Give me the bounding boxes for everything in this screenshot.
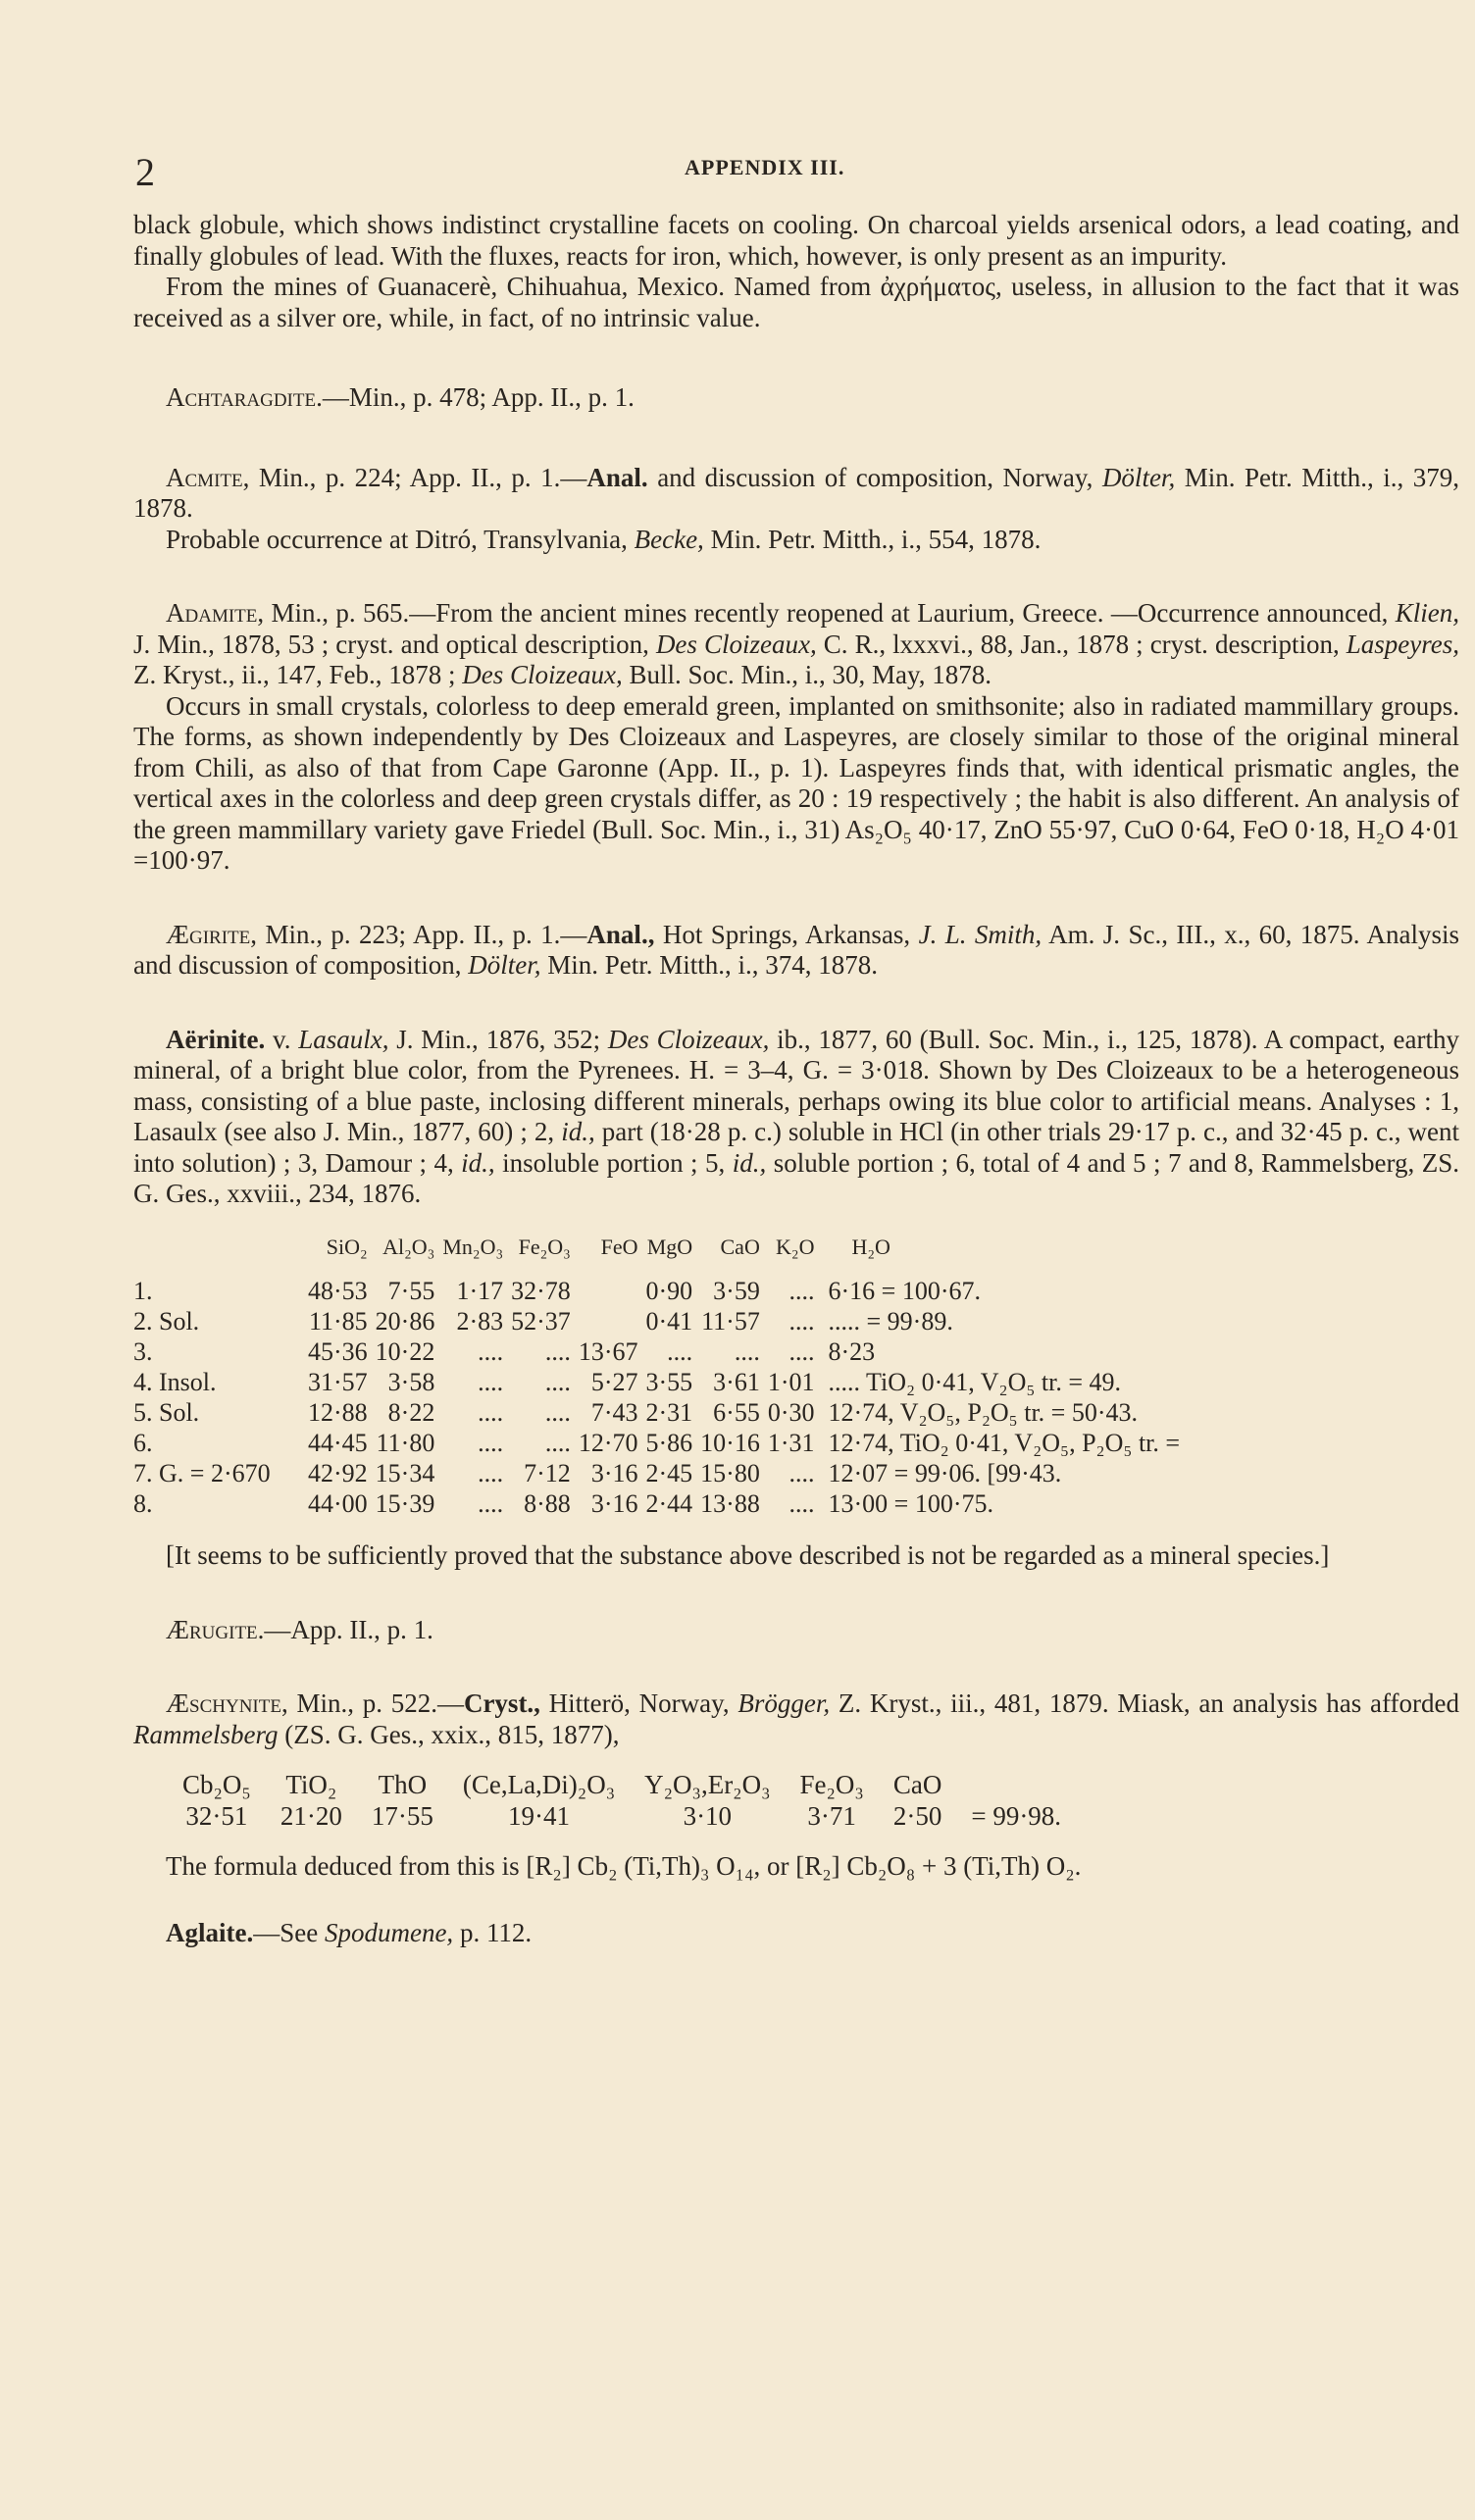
table-cell: 13·67 <box>578 1337 638 1366</box>
row-label: 3. <box>133 1337 153 1366</box>
table-cell: 6·55 <box>713 1398 760 1427</box>
table-header-row <box>182 1770 1091 1801</box>
table-cell: 0·41 <box>645 1307 693 1336</box>
column-header: (Ce,La,Di)₂O₃ <box>462 1770 616 1799</box>
table-cell: 7·55 <box>387 1277 435 1305</box>
column-header: Fe₂O₃ <box>518 1234 571 1259</box>
column-header: Y₂O₃,Er₂O₃ <box>644 1770 771 1799</box>
table-cell: .... <box>544 1337 571 1366</box>
row-label: 4. Insol. <box>133 1368 217 1396</box>
entry-aegirite: Ægirite, Min., p. 223; App. II., p. 1.—Anal., Hot Springs, Arkansas, J. L. Smith, Am. J. Sc., III., x., 60, 1875. Analysis and discussion of composition, Dölter, Min. Petr. Mitth., i., 374, 1878. <box>133 919 1459 980</box>
column-header: CaO <box>892 1770 942 1799</box>
table-cell: .... <box>667 1337 693 1366</box>
column-header: Cb₂O₅ <box>182 1770 251 1799</box>
table-cell: 1·31 <box>767 1429 815 1457</box>
table-cell: 3·58 <box>387 1368 435 1396</box>
table-cell: 32·78 <box>511 1277 571 1305</box>
entry-name: Ægirite, <box>166 919 258 949</box>
column-header: SiO₂ <box>326 1234 368 1259</box>
table-cell: 52·37 <box>511 1307 571 1336</box>
table-cell: 2·44 <box>645 1489 693 1518</box>
acmite-paragraph-1: Acmite, Min., p. 224; App. II., p. 1.—Anal. and discussion of composition, Norway, Dölter, Min. Petr. Mitth., i., 379, 1878. <box>133 462 1459 523</box>
table-row <box>133 1336 1188 1367</box>
entry-acmite <box>133 463 1459 556</box>
table-cell: .... <box>478 1337 504 1366</box>
entry-name: Æschynite, <box>166 1688 288 1718</box>
table-cell: .... <box>478 1459 504 1487</box>
table-cell: 15·34 <box>375 1459 435 1487</box>
table-cell: 20·86 <box>375 1307 435 1336</box>
aerinite-analysis-table <box>133 1228 1188 1520</box>
entry-adamite <box>133 598 1459 877</box>
column-header: Mn₂O₃ <box>442 1234 504 1259</box>
table-cell: 12·74, TiO₂ 0·41, V₂O₅, P₂O₅ tr. = <box>828 1429 1181 1457</box>
table-cell: 2·83 <box>456 1307 504 1336</box>
table-row <box>133 1428 1188 1458</box>
intro-paragraph-2: From the mines of Guanacerè, Chihuahua, Mexico. Named from ἀχρήματος, useless, in allusion to the fact that it was received as a silver ore, while, in fact, of no intrinsic value. <box>133 272 1459 332</box>
table-row <box>133 1488 1188 1519</box>
table-cell: 3·10 <box>683 1800 733 1831</box>
table-cell: 8·23 <box>828 1337 876 1366</box>
table-cell: .... <box>478 1398 504 1427</box>
table-cell: 11·85 <box>308 1307 368 1336</box>
table-row <box>133 1276 1188 1306</box>
row-label: 8. <box>133 1489 153 1518</box>
table-row <box>133 1397 1188 1428</box>
table-cell: 12·70 <box>578 1429 638 1457</box>
entry-name: Acmite, <box>166 462 250 492</box>
entry-name: Aglaite. <box>166 1917 254 1947</box>
table-cell: 48·53 <box>308 1277 368 1305</box>
running-head: APPENDIX III. <box>685 155 845 179</box>
table-cell: 19·41 <box>507 1800 570 1831</box>
table-cell: 32·51 <box>185 1800 248 1831</box>
row-label: 2. Sol. <box>133 1307 200 1336</box>
page-number: 2 <box>135 150 155 194</box>
table-cell: 3·71 <box>807 1800 856 1831</box>
table-cell: 1·01 <box>767 1368 815 1396</box>
table-cell: 21·20 <box>280 1800 342 1831</box>
table-cell: .... <box>788 1459 815 1487</box>
table-cell: .... <box>478 1368 504 1396</box>
table-cell: 8·22 <box>387 1398 435 1427</box>
table-cell: .... <box>478 1429 504 1457</box>
table-cell: 13·88 <box>700 1489 760 1518</box>
table-header-row <box>133 1228 1188 1277</box>
table-row <box>133 1306 1188 1336</box>
table-cell: ..... TiO₂ 0·41, V₂O₅ tr. = 49. <box>828 1368 1122 1396</box>
row-label: 6. <box>133 1429 153 1457</box>
column-header <box>971 1770 1091 1801</box>
entry-achtaragdite: Achtaragdite.—Min., p. 478; App. II., p. 1. <box>166 382 635 412</box>
column-header: MgO <box>646 1234 693 1259</box>
table-cell: 3·61 <box>713 1368 760 1396</box>
table-cell: 6·16 = 100·67. <box>828 1277 981 1305</box>
row-label: 5. Sol. <box>133 1398 200 1427</box>
table-cell: .... <box>544 1398 571 1427</box>
table-cell: = 99·98. <box>971 1800 1062 1831</box>
table-cell: 2·31 <box>645 1398 693 1427</box>
table-cell: 2·45 <box>645 1459 693 1487</box>
aeschynite-paragraph: Æschynite, Min., p. 522.—Cryst., Hitterö, Norway, Brögger, Z. Kryst., iii., 481, 1879. Miask, an analysis has afforded Rammelsberg (ZS. G. Ges., xxix., 815, 1877), <box>133 1688 1459 1749</box>
table-row <box>133 1367 1188 1397</box>
column-header: FeO <box>600 1234 638 1259</box>
table-cell: 3·55 <box>645 1368 693 1396</box>
table-cell: 3·16 <box>590 1489 638 1518</box>
table-cell: .... <box>788 1337 815 1366</box>
adamite-paragraph-1: Adamite, Min., p. 565.—From the ancient mines recently reopened at Laurium, Greece. —Occurrence announced, Klien, J. Min., 1878, 53 ; cryst. and optical description, Des Cloizeaux, C. R., lxxxvi., 88, Jan., 1878 ; cryst. description, Laspeyres, Z. Kryst., ii., 147, Feb., 1878 ; Des Cloizeaux, Bull. Soc. Min., i., 30, May, 1878. <box>133 598 1460 689</box>
table-cell: .... <box>734 1337 760 1366</box>
table-cell: 12·74, V₂O₅, P₂O₅ tr. = 50·43. <box>828 1398 1139 1427</box>
table-cell: 44·45 <box>308 1429 368 1457</box>
table-cell: .... <box>544 1368 571 1396</box>
aeschynite-analysis-table <box>182 1770 1091 1832</box>
table-cell: 15·80 <box>700 1459 760 1487</box>
table-cell: ..... = 99·89. <box>828 1307 953 1336</box>
table-cell: .... <box>788 1489 815 1518</box>
adamite-paragraph-2: Occurs in small crystals, colorless to deep emerald green, implanted on smithsonite; also in radiated mammillary groups. The forms, as shown independently by Des Cloizeaux and Laspeyres, are closely similar to those of the original mineral from Chili, as also of that from Cape Garonne (App. II., p. 1). Laspeyres finds that, with identical prismatic angles, the vertical axes in the colorless and deep green crystals differ, as 20 : 19 respectively ; the habit is also different. An analysis of the green mammillary variety gave Friedel (Bull. Soc. Min., i., 31) As₂O₅ 40·17, ZnO 55·97, CuO 0·64, FeO 0·18, H₂O 4·01 =100·97. <box>133 690 1459 875</box>
aeschynite-formula: The formula deduced from this is [R₂] Cb₂ (Ti,Th)₃ O₁₄, or [R₂] Cb₂O₈ + 3 (Ti,Th) O₂. <box>166 1851 1082 1881</box>
table-cell: 3·16 <box>590 1459 638 1487</box>
page-body <box>133 210 1459 1948</box>
table-cell: 11·80 <box>376 1429 435 1457</box>
table-cell: 31·57 <box>308 1368 368 1396</box>
table-cell <box>579 1306 646 1336</box>
entry-name: Ærugite. <box>166 1614 265 1644</box>
table-cell: 15·39 <box>375 1489 435 1518</box>
column-header: Fe₂O₃ <box>799 1770 864 1799</box>
table-cell: 10·16 <box>700 1429 760 1457</box>
table-cell: .... <box>544 1429 571 1457</box>
table-cell: 7·43 <box>590 1398 638 1427</box>
entry-name: Achtaragdite. <box>166 382 323 412</box>
aerinite-note: [It seems to be sufficiently proved that the substance above described is not be regarded as a mineral species.] <box>166 1540 1330 1570</box>
table-cell: 42·92 <box>308 1459 368 1487</box>
column-header: CaO <box>720 1234 760 1259</box>
entry-aerinite <box>133 1025 1459 1572</box>
table-cell: 17·55 <box>371 1800 433 1831</box>
table-row <box>182 1801 1091 1833</box>
column-header: H₂O <box>851 1234 890 1259</box>
column-header: ThO <box>378 1770 428 1799</box>
table-cell: 1·17 <box>456 1277 504 1305</box>
table-cell: 12·88 <box>308 1398 368 1427</box>
table-cell: .... <box>478 1489 504 1518</box>
table-cell: 44·00 <box>308 1489 368 1518</box>
table-cell: 7·12 <box>524 1459 571 1487</box>
column-header: Al₂O₃ <box>382 1234 435 1259</box>
entry-name: Adamite, <box>166 598 265 628</box>
table-cell: 12·07 = 99·06. [99·43. <box>828 1459 1062 1487</box>
table-cell: 13·00 = 100·75. <box>828 1489 993 1518</box>
table-row <box>133 1458 1188 1488</box>
table-cell: 10·22 <box>375 1337 435 1366</box>
column-header: K₂O <box>776 1234 815 1259</box>
row-label: 1. <box>133 1277 153 1305</box>
row-label: 7. G. = 2·670 <box>133 1459 271 1487</box>
table-cell: 8·88 <box>524 1489 571 1518</box>
table-cell: 3·59 <box>713 1277 760 1305</box>
table-cell: .... <box>788 1277 815 1305</box>
table-cell: 5·86 <box>645 1429 693 1457</box>
entry-aerugite: Ærugite.—App. II., p. 1. <box>166 1614 433 1644</box>
column-header: TiO₂ <box>285 1770 337 1799</box>
table-cell: 0·90 <box>645 1277 693 1305</box>
entry-aglaite: Aglaite.—See Spodumene, p. 112. <box>166 1917 533 1947</box>
table-cell: .... <box>788 1307 815 1336</box>
entry-name: Aërinite. <box>166 1024 266 1054</box>
table-cell: 2·50 <box>892 1800 942 1831</box>
acmite-paragraph-2: Probable occurrence at Ditró, Transylvania, Becke, Min. Petr. Mitth., i., 554, 1878. <box>166 524 1042 554</box>
table-cell <box>579 1276 646 1306</box>
table-cell: 0·30 <box>767 1398 815 1427</box>
table-cell: 11·57 <box>701 1307 760 1336</box>
intro-paragraph-1: black globule, which shows indistinct crystalline facets on cooling. On charcoal yields arsenical odors, a lead coating, and finally globules of lead. With the fluxes, reacts for iron, which, however, is only present as an impurity. <box>133 210 1459 271</box>
entry-aeschynite <box>133 1688 1459 1883</box>
aerinite-paragraph: Aërinite. v. Lasaulx, J. Min., 1876, 352; Des Cloizeaux, ib., 1877, 60 (Bull. Soc. Min., i., 125, 1878). A compact, earthy mineral, of a bright blue color, from the Pyrenees. H. = 3–4, G. = 3·018. Shown by Des Cloizeaux to be a heterogeneous mass, consisting of a blue paste, inclosing different minerals, perhaps owing its blue color to artificial means. Analyses : 1, Lasaulx (see also J. Min., 1877, 60) ; 2, id., part (18·28 p. c.) soluble in HCl (in other trials 29·17 p. c., and 32·45 p. c., went into solution) ; 3, Damour ; 4, id., insoluble portion ; 5, id., soluble portion ; 6, total of 4 and 5 ; 7 and 8, Rammelsberg, ZS. G. Ges., xxviii., 234, 1876. <box>133 1024 1460 1208</box>
table-cell: 5·27 <box>590 1368 638 1396</box>
table-cell: 45·36 <box>308 1337 368 1366</box>
